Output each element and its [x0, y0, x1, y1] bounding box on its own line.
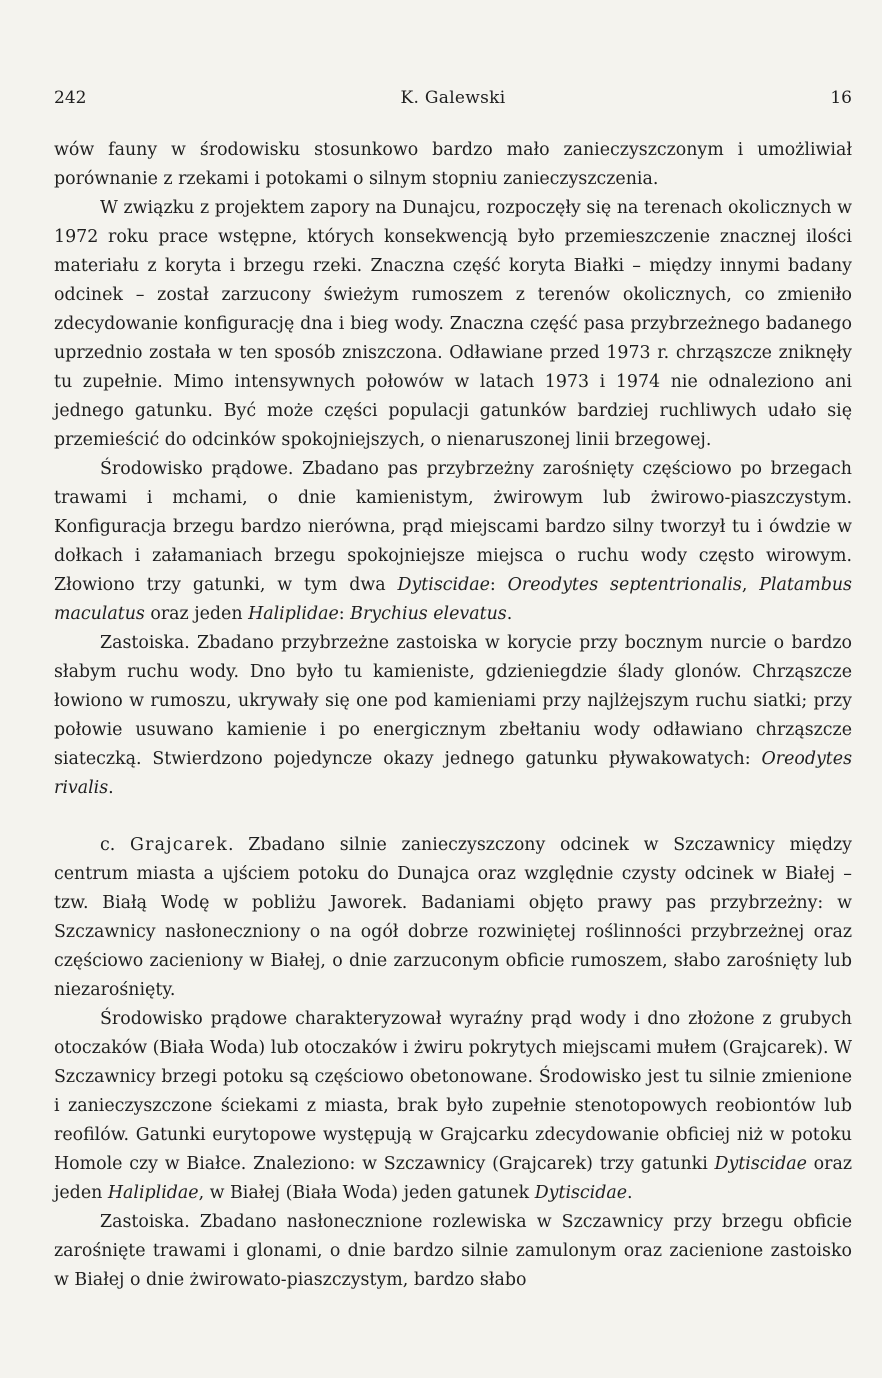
taxon-name: Brychius elevatus	[350, 604, 507, 624]
text-run: . Zbadano silnie zanieczyszczony odcinek w Szczawnicy między centrum miasta a ujściem potoku do Dunajca oraz względnie czysty odcinek w Białej – tzw. Białą Wodę w pobliżu Jaworek. Badaniami objęto prawy pas przybrzeżny: w Szczawnicy nasłoneczniony o na ogół dobrze rozwiniętej roślinności przybrzeżnej oraz częściowo zacieniony w Białej, o dnie zarzuconym obficie rumoszem, słabo zarośnięty lub niezarośnięty.	[54, 835, 853, 1000]
taxon-name: Oreodytes rivalis	[54, 749, 852, 798]
sheet-number: 16	[830, 88, 852, 108]
taxon-name: Platambus maculatus	[54, 575, 852, 624]
text-run: W związku z projektem zapory na Dunajcu, rozpoczęły się na terenach okolicznych w 1972 roku prace wstępne, których konsekwencją było przemieszczenie znacznej ilości materiału z koryta i brzegu rzeki. Znaczna część koryta Białki – między innymi badany odcinek – został zarzucony świeżym rumoszem z terenów okolicznych, co zmieniło zdecydowanie konfigurację dna i bieg wody. Znaczna część pasa przybrzeżnego badanego uprzednio została w ten sposób zniszczona. Odławiane przed 1973 r. chrząszcze zniknęły tu zupełnie. Mimo intensywnych połowów w latach 1973 i 1974 nie odnaleziono ani jednego gatunku. Być może części populacji gatunków bardziej ruchliwych udało się przemieścić do odcinków spokojniejszych, o nienaruszonej linii brzegowej.	[54, 198, 852, 450]
paragraph	[54, 136, 852, 194]
text-run: charakteryzował wyraźny prąd wody i dno złożone z grubych otoczaków (Biała Woda) lub otoczaków i żwiru pokrytych miejscami mułem (Grajcarek). W Szczawnicy brzegi potoku są częściowo obetonowane. Środowisko jest tu silnie zmienione i zanieczyszczone ściekami z miasta, brak było zupełnie stenotopowych reobiontów lub reofilów. Gatunki eurytopowe występują w Grajcarku zdecydowanie obficiej niż w potoku Homole czy w Białce. Znaleziono: w Szczawnicy (Grajcarek) trzy gatunki	[54, 1009, 852, 1174]
page-number: 242	[54, 88, 87, 108]
text-run: :	[489, 575, 508, 595]
paragraph	[54, 1208, 852, 1295]
running-title: K. Galewski	[400, 88, 506, 108]
paragraph	[54, 455, 852, 629]
taxon-name: Oreodytes septentrionalis	[507, 575, 742, 595]
text-run: .	[506, 604, 513, 624]
paragraph	[54, 831, 852, 1005]
text-run: Zbadano nasłonecznione rozlewiska w Szczawnicy przy brzegu obficie zarośnięte trawami i glonami, o dnie bardzo silnie zamulonym oraz zacienione zastoisko w Białej o dnie żwirowato-piaszczystym, bardzo słabo	[54, 1212, 852, 1290]
text-run: oraz jeden	[144, 604, 249, 624]
text-run: , w Białej (Biała Woda) jeden gatunek	[198, 1183, 535, 1203]
text-run: Zbadano przybrzeżne zastoiska w korycie przy bocznym nurcie o bardzo słabym ruchu wody. Dno było tu kamieniste, gdzieniegdzie ślady glonów. Chrząszcze łowiono w rumoszu, ukrywały się one pod kamieniami przy najlżejszym ruchu siatki; przy połowie usuwano kamienie i po energicznym zbełtaniu wody odławiano chrząszcze siateczką. Stwierdzono pojedyncze okazy jednego gatunku pływakowatych:	[54, 633, 852, 769]
taxon-name: Dytiscidae	[714, 1154, 807, 1174]
taxon-name: Haliplidae	[107, 1183, 199, 1203]
text-run: Zbadano pas przybrzeżny zarośnięty częściowo po brzegach trawami i mchami, o dnie kamienistym, żwirowym lub żwirowo-piaszczystym. Konfiguracja brzegu bardzo nierówna, prąd miejscami bardzo silny tworzył tu i ówdzie w dołkach i załamaniach brzegu spokojniejsze miejsca o ruchu wody często wirowym. Złowiono trzy gatunki, w tym dwa	[54, 459, 852, 595]
text-run: Zastoiska.	[100, 1212, 190, 1232]
text-run: ,	[741, 575, 760, 595]
text-run: .	[627, 1183, 633, 1203]
text-run: .	[108, 778, 114, 798]
taxon-name: Dytiscidae	[397, 575, 490, 595]
paragraph	[54, 629, 852, 803]
page-header	[54, 88, 852, 118]
paragraph	[54, 194, 852, 455]
text-run: oraz jeden	[54, 1154, 852, 1203]
text-run: Grajcarek	[129, 835, 229, 855]
text-run: Środowisko prądowe.	[100, 459, 294, 479]
text-run: c.	[100, 835, 130, 855]
text-run: Zastoiska.	[100, 633, 190, 653]
taxon-name: Dytiscidae	[534, 1183, 628, 1203]
text-run: :	[338, 604, 351, 624]
body-text	[54, 136, 852, 1295]
taxon-name: Haliplidae	[248, 604, 339, 624]
text-run: Środowisko prądowe	[100, 1009, 288, 1029]
paragraph	[54, 1005, 852, 1208]
text-run: wów fauny w środowisku stosunkowo bardzo mało zanieczyszczonym i umożliwiał porównanie z rzekami i potokami o silnym stopniu zanieczyszczenia.	[54, 140, 852, 189]
